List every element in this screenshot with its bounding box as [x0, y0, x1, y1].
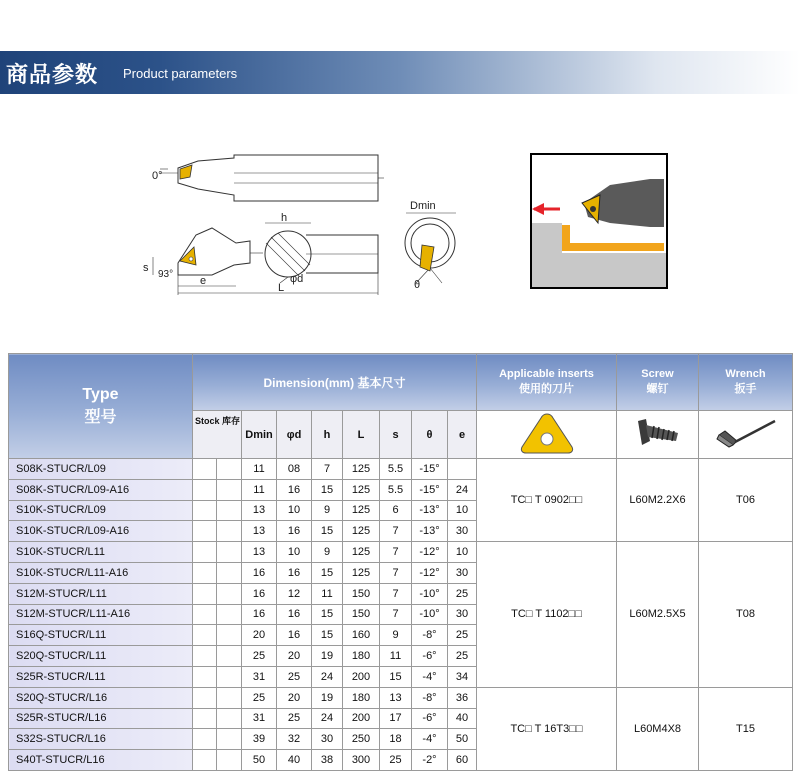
- screw-cell: L60M2.5X5: [617, 542, 699, 688]
- value-cell-s: 7: [380, 521, 412, 542]
- value-cell-dmin: 16: [242, 604, 277, 625]
- value-cell-L: 250: [343, 729, 380, 750]
- value-cell-e: 24: [448, 479, 477, 500]
- value-cell-dmin: 39: [242, 729, 277, 750]
- value-cell-theta: -15°: [412, 459, 448, 480]
- value-cell-d: 16: [277, 604, 312, 625]
- stock-cell: [217, 604, 242, 625]
- value-cell-d: 20: [277, 646, 312, 667]
- value-cell-L: 200: [343, 708, 380, 729]
- value-cell-h: 38: [312, 750, 343, 771]
- value-cell-theta: -2°: [412, 750, 448, 771]
- type-header: Type 型号: [9, 354, 193, 459]
- model-cell: S20Q-STUCR/L16: [9, 687, 193, 708]
- stock-cell: [217, 521, 242, 542]
- value-cell-e: 34: [448, 666, 477, 687]
- value-cell-theta: -8°: [412, 687, 448, 708]
- value-cell-dmin: 25: [242, 646, 277, 667]
- value-cell-d: 10: [277, 500, 312, 521]
- col-d-header: φd: [277, 411, 312, 459]
- wrench-image-cell: [699, 411, 793, 459]
- section-header: [0, 51, 800, 94]
- screw-image-cell: [617, 411, 699, 459]
- value-cell-L: 125: [343, 542, 380, 563]
- parameter-table: [8, 353, 793, 771]
- value-cell-theta: -4°: [412, 729, 448, 750]
- model-cell: S10K-STUCR/L09-A16: [9, 521, 193, 542]
- tool-technical-drawing: [138, 143, 468, 298]
- value-cell-s: 15: [380, 666, 412, 687]
- stock-cell: [217, 459, 242, 480]
- value-cell-d: 25: [277, 708, 312, 729]
- value-cell-s: 7: [380, 583, 412, 604]
- value-cell-theta: -15°: [412, 479, 448, 500]
- value-cell-d: 10: [277, 542, 312, 563]
- value-cell-theta: -13°: [412, 521, 448, 542]
- drawing-d-label: φd: [290, 273, 304, 285]
- table-row: [9, 687, 793, 708]
- value-cell-L: 200: [343, 666, 380, 687]
- stock-cell: [193, 459, 217, 480]
- stock-cell: [217, 625, 242, 646]
- section-title-en: Product parameters: [123, 66, 238, 81]
- stock-cell: [217, 750, 242, 771]
- stock-cell: [217, 500, 242, 521]
- value-cell-h: 19: [312, 646, 343, 667]
- value-cell-L: 150: [343, 583, 380, 604]
- stock-cell: [193, 542, 217, 563]
- value-cell-s: 9: [380, 625, 412, 646]
- value-cell-h: 11: [312, 583, 343, 604]
- col-h-header: h: [312, 411, 343, 459]
- stock-cell: [217, 562, 242, 583]
- col-L-header: L: [343, 411, 380, 459]
- value-cell-d: 16: [277, 521, 312, 542]
- value-cell-h: 15: [312, 625, 343, 646]
- drawing-angle93-label: 93°: [158, 269, 174, 280]
- model-cell: S12M-STUCR/L11: [9, 583, 193, 604]
- table-row: [9, 542, 793, 563]
- value-cell-d: 20: [277, 687, 312, 708]
- value-cell-theta: -10°: [412, 583, 448, 604]
- wrench-icon: [711, 411, 781, 455]
- value-cell-d: 16: [277, 562, 312, 583]
- stock-cell: [193, 479, 217, 500]
- value-cell-e: 25: [448, 583, 477, 604]
- value-cell-L: 125: [343, 459, 380, 480]
- insert-cell: TC□ T 0902□□: [477, 459, 617, 542]
- value-cell-h: 7: [312, 459, 343, 480]
- value-cell-e: [448, 459, 477, 480]
- drawing-dmin-label: Dmin: [410, 200, 436, 212]
- wrench-cell: T06: [699, 459, 793, 542]
- value-cell-dmin: 31: [242, 666, 277, 687]
- table-row: [9, 459, 793, 480]
- stock-cell: [217, 479, 242, 500]
- value-cell-theta: -10°: [412, 604, 448, 625]
- value-cell-dmin: 16: [242, 562, 277, 583]
- wrench-cell: T08: [699, 542, 793, 688]
- insert-cell: TC□ T 1102□□: [477, 542, 617, 688]
- value-cell-d: 16: [277, 479, 312, 500]
- value-cell-dmin: 25: [242, 687, 277, 708]
- value-cell-theta: -6°: [412, 646, 448, 667]
- dimension-header: Dimension(mm) 基本尺寸: [193, 354, 477, 411]
- value-cell-h: 24: [312, 708, 343, 729]
- model-cell: S08K-STUCR/L09-A16: [9, 479, 193, 500]
- stock-cell: [193, 583, 217, 604]
- stock-cell: [193, 646, 217, 667]
- value-cell-L: 125: [343, 500, 380, 521]
- value-cell-L: 300: [343, 750, 380, 771]
- section-title-zh: 商品参数: [6, 63, 99, 88]
- value-cell-dmin: 11: [242, 459, 277, 480]
- col-s-header: s: [380, 411, 412, 459]
- screw-cell: L60M4X8: [617, 687, 699, 770]
- value-cell-theta: -4°: [412, 666, 448, 687]
- screw-cell: L60M2.2X6: [617, 459, 699, 542]
- col-dmin-header: Dmin: [242, 411, 277, 459]
- stock-cell: [193, 666, 217, 687]
- stock-cell: [217, 542, 242, 563]
- drawing-h-label: h: [281, 212, 288, 224]
- value-cell-dmin: 13: [242, 542, 277, 563]
- value-cell-L: 180: [343, 646, 380, 667]
- insert-cell: TC□ T 16T3□□: [477, 687, 617, 770]
- value-cell-h: 15: [312, 604, 343, 625]
- value-cell-s: 18: [380, 729, 412, 750]
- value-cell-theta: -13°: [412, 500, 448, 521]
- model-cell: S12M-STUCR/L11-A16: [9, 604, 193, 625]
- value-cell-L: 160: [343, 625, 380, 646]
- inserts-header: Applicable inserts 使用的刀片: [477, 354, 617, 411]
- col-theta-header: θ: [412, 411, 448, 459]
- value-cell-h: 9: [312, 542, 343, 563]
- value-cell-h: 30: [312, 729, 343, 750]
- value-cell-s: 11: [380, 646, 412, 667]
- value-cell-h: 24: [312, 666, 343, 687]
- screw-header: Screw 螺钉: [617, 354, 699, 411]
- value-cell-s: 5.5: [380, 479, 412, 500]
- value-cell-e: 30: [448, 562, 477, 583]
- model-cell: S20Q-STUCR/L11: [9, 646, 193, 667]
- stock-cell: [217, 729, 242, 750]
- stock-cell: [217, 666, 242, 687]
- model-cell: S16Q-STUCR/L11: [9, 625, 193, 646]
- stock-cell: [217, 708, 242, 729]
- drawing-L-label: L: [278, 282, 285, 294]
- model-cell: S25R-STUCR/L11: [9, 666, 193, 687]
- value-cell-h: 9: [312, 500, 343, 521]
- stock-cell: [193, 625, 217, 646]
- model-cell: S08K-STUCR/L09: [9, 459, 193, 480]
- model-cell: S10K-STUCR/L11: [9, 542, 193, 563]
- value-cell-s: 7: [380, 562, 412, 583]
- stock-header: Stock 库存: [193, 411, 242, 459]
- model-cell: S40T-STUCR/L16: [9, 750, 193, 771]
- stock-cell: [193, 500, 217, 521]
- col-e-header: e: [448, 411, 477, 459]
- value-cell-d: 12: [277, 583, 312, 604]
- value-cell-L: 125: [343, 562, 380, 583]
- value-cell-dmin: 20: [242, 625, 277, 646]
- value-cell-e: 36: [448, 687, 477, 708]
- value-cell-s: 25: [380, 750, 412, 771]
- value-cell-s: 6: [380, 500, 412, 521]
- value-cell-e: 40: [448, 708, 477, 729]
- boring-bar-illustration: [530, 153, 668, 289]
- value-cell-dmin: 50: [242, 750, 277, 771]
- value-cell-dmin: 13: [242, 500, 277, 521]
- value-cell-dmin: 11: [242, 479, 277, 500]
- stock-cell: [193, 750, 217, 771]
- value-cell-h: 15: [312, 521, 343, 542]
- value-cell-s: 13: [380, 687, 412, 708]
- value-cell-h: 15: [312, 562, 343, 583]
- value-cell-e: 10: [448, 542, 477, 563]
- value-cell-s: 17: [380, 708, 412, 729]
- value-cell-e: 30: [448, 521, 477, 542]
- model-cell: S32S-STUCR/L16: [9, 729, 193, 750]
- value-cell-d: 16: [277, 625, 312, 646]
- drawing-e-label: e: [200, 275, 207, 287]
- wrench-cell: T15: [699, 687, 793, 770]
- value-cell-dmin: 13: [242, 521, 277, 542]
- value-cell-theta: -12°: [412, 562, 448, 583]
- stock-cell: [193, 687, 217, 708]
- model-cell: S10K-STUCR/L11-A16: [9, 562, 193, 583]
- value-cell-e: 60: [448, 750, 477, 771]
- value-cell-e: 50: [448, 729, 477, 750]
- value-cell-d: 08: [277, 459, 312, 480]
- stock-cell: [193, 562, 217, 583]
- value-cell-d: 32: [277, 729, 312, 750]
- stock-cell: [193, 604, 217, 625]
- stock-cell: [193, 521, 217, 542]
- value-cell-d: 40: [277, 750, 312, 771]
- triangle-insert-icon: [517, 411, 577, 455]
- value-cell-s: 7: [380, 604, 412, 625]
- stock-cell: [217, 583, 242, 604]
- value-cell-dmin: 16: [242, 583, 277, 604]
- model-cell: S25R-STUCR/L16: [9, 708, 193, 729]
- value-cell-theta: -12°: [412, 542, 448, 563]
- stock-cell: [193, 729, 217, 750]
- value-cell-d: 25: [277, 666, 312, 687]
- wrench-header: Wrench 扳手: [699, 354, 793, 411]
- drawing-theta-label: θ: [414, 279, 421, 291]
- value-cell-e: 30: [448, 604, 477, 625]
- value-cell-L: 180: [343, 687, 380, 708]
- value-cell-e: 25: [448, 646, 477, 667]
- drawing-s-label: s: [143, 262, 149, 274]
- value-cell-s: 5.5: [380, 459, 412, 480]
- value-cell-dmin: 31: [242, 708, 277, 729]
- drawing-angle-label: 0°: [152, 170, 163, 182]
- value-cell-L: 125: [343, 521, 380, 542]
- value-cell-theta: -6°: [412, 708, 448, 729]
- insert-image-cell: [477, 411, 617, 459]
- value-cell-h: 15: [312, 479, 343, 500]
- value-cell-s: 7: [380, 542, 412, 563]
- stock-cell: [193, 708, 217, 729]
- value-cell-e: 25: [448, 625, 477, 646]
- value-cell-theta: -8°: [412, 625, 448, 646]
- value-cell-h: 19: [312, 687, 343, 708]
- stock-cell: [217, 687, 242, 708]
- screw-icon: [628, 411, 688, 455]
- value-cell-e: 10: [448, 500, 477, 521]
- stock-cell: [217, 646, 242, 667]
- value-cell-L: 125: [343, 479, 380, 500]
- value-cell-L: 150: [343, 604, 380, 625]
- model-cell: S10K-STUCR/L09: [9, 500, 193, 521]
